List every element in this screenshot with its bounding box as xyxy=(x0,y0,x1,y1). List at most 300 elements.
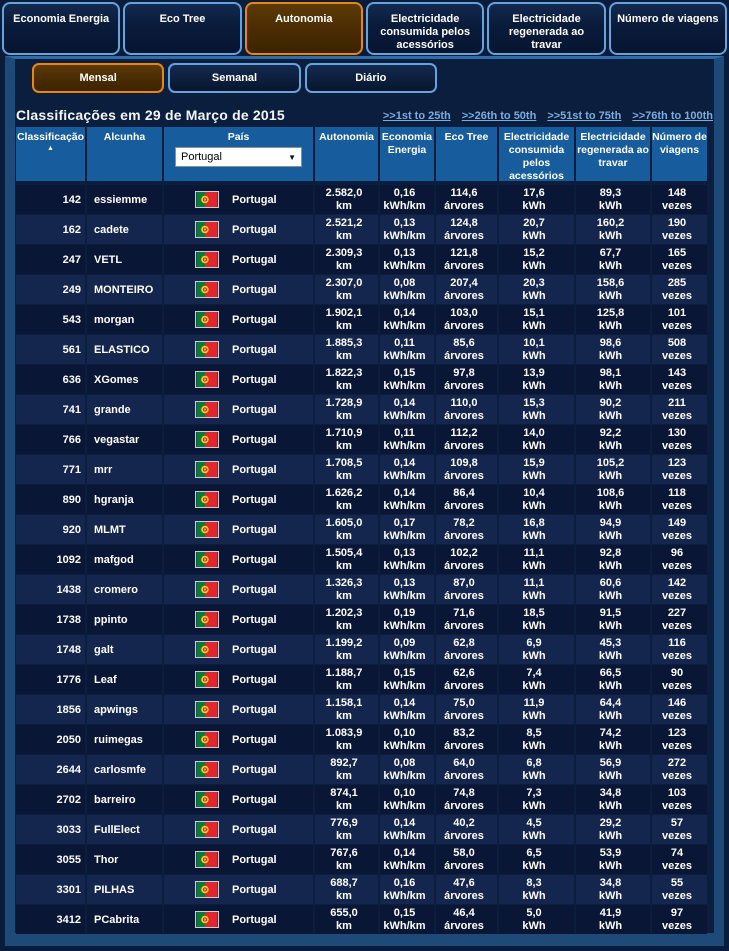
electricidade-consumida-value: 15,9 xyxy=(523,456,545,469)
country-cell xyxy=(162,245,313,274)
economia-energia-value: 0,14 xyxy=(393,846,416,859)
autonomia-cell xyxy=(313,305,378,334)
rank-value: 3301 xyxy=(56,883,81,896)
numero-viagens-value: 96 xyxy=(670,546,684,559)
eco-tree-cell xyxy=(434,785,497,814)
tab-eco-tree[interactable] xyxy=(123,2,241,55)
table-row xyxy=(16,425,707,454)
eco-tree-cell xyxy=(434,335,497,364)
period-tab-di-rio[interactable] xyxy=(305,63,437,93)
electricidade-consumida-cell xyxy=(497,185,574,214)
numero-viagens-cell xyxy=(650,185,707,214)
economia-energia-cell xyxy=(378,815,434,844)
country-label: Portugal xyxy=(232,553,277,566)
economia-energia-value: 0,16 xyxy=(393,876,416,889)
rank-cell xyxy=(16,665,85,694)
rank-value: 920 xyxy=(62,523,81,536)
country-cell xyxy=(162,875,313,904)
electricidade-regenerada-value: 158,6 xyxy=(596,276,625,289)
numero-viagens-unit: vezes xyxy=(662,919,692,932)
electricidade-consumida-cell xyxy=(497,245,574,274)
portugal-flag-icon xyxy=(195,371,219,388)
period-tab-label: Diário xyxy=(355,72,387,84)
numero-viagens-value: 149 xyxy=(667,516,687,529)
autonomia-unit: km xyxy=(336,229,352,242)
electricidade-regenerada-cell xyxy=(574,335,650,364)
numero-viagens-value: 190 xyxy=(667,216,687,229)
title-row xyxy=(16,100,713,123)
rank-cell xyxy=(16,215,85,244)
nickname: MLMT xyxy=(94,523,126,536)
rank-value: 741 xyxy=(62,403,81,416)
table-row xyxy=(16,275,707,304)
economia-energia-unit: kWh/km xyxy=(383,739,426,752)
eco-tree-value: 121,8 xyxy=(450,246,478,259)
eco-tree-value: 86,4 xyxy=(453,486,475,499)
autonomia-value: 1.902,1 xyxy=(325,306,363,319)
numero-viagens-value: 118 xyxy=(668,486,686,499)
autonomia-cell xyxy=(313,485,378,514)
economia-energia-cell xyxy=(378,395,434,424)
electricidade-regenerada-cell xyxy=(574,215,650,244)
nickname-cell xyxy=(85,695,162,724)
economia-energia-value: 0,15 xyxy=(393,906,416,919)
autonomia-cell xyxy=(313,755,378,784)
electricidade-consumida-unit: kWh xyxy=(522,919,546,932)
economia-energia-value: 0,16 xyxy=(393,186,416,199)
economia-energia-cell xyxy=(378,875,434,904)
nickname-cell xyxy=(85,725,162,754)
tab-label: Electricidade regenerada ao travar xyxy=(508,13,585,51)
sort-ascending-icon[interactable]: ▲ xyxy=(47,145,54,152)
eco-tree-unit: árvores xyxy=(444,469,484,482)
electricidade-consumida-unit: kWh xyxy=(522,379,546,392)
autonomia-value: 1.708,5 xyxy=(325,456,363,469)
rank-value: 2644 xyxy=(56,763,81,776)
table-row xyxy=(16,905,707,934)
eco-tree-unit: árvores xyxy=(444,649,484,662)
electricidade-regenerada-value: 41,9 xyxy=(599,906,622,919)
electricidade-consumida-unit: kWh xyxy=(522,529,546,542)
autonomia-unit: km xyxy=(336,829,352,842)
autonomia-value: 2.521,2 xyxy=(325,216,363,229)
country-label: Portugal xyxy=(232,403,277,416)
column-label: Eco Tree xyxy=(444,131,489,143)
autonomia-cell xyxy=(313,815,378,844)
electricidade-consumida-cell xyxy=(497,815,574,844)
electricidade-consumida-value: 8,5 xyxy=(526,726,542,739)
table-row xyxy=(16,545,707,574)
period-tab-label: Semanal xyxy=(211,72,258,84)
eco-tree-value: 85,6 xyxy=(453,336,475,349)
electricidade-regenerada-value: 94,9 xyxy=(599,516,622,529)
electricidade-consumida-cell xyxy=(497,785,574,814)
economia-energia-value: 0,08 xyxy=(393,756,416,769)
table-row xyxy=(16,215,707,244)
tab-electricidade-consumida-pelos-acess-rios[interactable] xyxy=(366,2,484,55)
eco-tree-value: 112,2 xyxy=(450,426,478,439)
electricidade-consumida-unit: kWh xyxy=(522,259,546,272)
autonomia-value: 1.158,1 xyxy=(325,696,363,709)
table-row xyxy=(16,575,707,604)
table-row xyxy=(16,875,707,904)
country-label: Portugal xyxy=(232,283,277,296)
autonomia-cell xyxy=(313,455,378,484)
country-cell xyxy=(162,485,313,514)
electricidade-consumida-cell xyxy=(497,845,574,874)
electricidade-regenerada-value: 160,2 xyxy=(596,216,625,229)
autonomia-value: 1.326,3 xyxy=(325,576,363,589)
autonomia-unit: km xyxy=(336,559,352,572)
portugal-flag-icon xyxy=(195,581,219,598)
electricidade-consumida-unit: kWh xyxy=(522,589,546,602)
electricidade-regenerada-unit: kWh xyxy=(598,319,623,332)
electricidade-consumida-cell xyxy=(497,665,574,694)
portugal-flag-icon xyxy=(195,641,219,658)
country-cell xyxy=(162,305,313,334)
electricidade-consumida-value: 20,7 xyxy=(523,216,545,229)
economia-energia-unit: kWh/km xyxy=(383,259,426,272)
numero-viagens-value: 116 xyxy=(668,636,686,649)
electricidade-consumida-value: 16,8 xyxy=(523,516,545,529)
table-row xyxy=(16,605,707,634)
autonomia-unit: km xyxy=(336,409,352,422)
eco-tree-unit: árvores xyxy=(444,859,484,872)
electricidade-consumida-value: 18,5 xyxy=(523,606,545,619)
eco-tree-unit: árvores xyxy=(444,919,484,932)
electricidade-consumida-value: 11,1 xyxy=(523,576,545,589)
economia-energia-cell xyxy=(378,365,434,394)
nickname-cell xyxy=(85,365,162,394)
electricidade-regenerada-unit: kWh xyxy=(598,769,623,782)
column-label: Electricidade regenerada ao travar xyxy=(577,131,649,169)
nickname-cell xyxy=(85,305,162,334)
country-cell xyxy=(162,755,313,784)
country-cell xyxy=(162,365,313,394)
economia-energia-cell xyxy=(378,515,434,544)
eco-tree-value: 62,6 xyxy=(453,666,475,679)
numero-viagens-value: 285 xyxy=(667,276,687,289)
eco-tree-unit: árvores xyxy=(444,679,484,692)
numero-viagens-cell xyxy=(650,815,707,844)
eco-tree-cell xyxy=(434,365,497,394)
eco-tree-value: 207,4 xyxy=(450,276,478,289)
electricidade-consumida-cell xyxy=(497,485,574,514)
electricidade-regenerada-value: 92,8 xyxy=(599,546,622,559)
electricidade-consumida-cell xyxy=(497,365,574,394)
pagination-link-1[interactable]: >>1st to 25th xyxy=(382,110,451,122)
country-cell xyxy=(162,185,313,214)
column-header-classificacao xyxy=(16,127,85,183)
numero-viagens-cell xyxy=(650,425,707,454)
numero-viagens-cell xyxy=(650,335,707,364)
nickname-cell xyxy=(85,275,162,304)
rank-value: 162 xyxy=(62,223,81,236)
economia-energia-value: 0,14 xyxy=(393,486,416,499)
electricidade-regenerada-cell xyxy=(574,185,650,214)
electricidade-regenerada-value: 29,2 xyxy=(599,816,622,829)
electricidade-consumida-cell xyxy=(497,695,574,724)
electricidade-consumida-value: 7,4 xyxy=(526,666,542,679)
country-label: Portugal xyxy=(232,643,277,656)
nickname: vegastar xyxy=(94,433,140,446)
electricidade-consumida-unit: kWh xyxy=(522,709,546,722)
country-cell xyxy=(162,905,313,934)
period-tabs xyxy=(32,63,437,93)
eco-tree-value: 71,6 xyxy=(453,606,475,619)
eco-tree-cell xyxy=(434,665,497,694)
rank-cell xyxy=(16,245,85,274)
numero-viagens-cell xyxy=(650,755,707,784)
economia-energia-cell xyxy=(378,695,434,724)
economia-energia-unit: kWh/km xyxy=(383,349,426,362)
tab-label: Eco Tree xyxy=(159,13,206,25)
eco-tree-cell xyxy=(434,845,497,874)
period-tab-label: Mensal xyxy=(79,72,117,84)
electricidade-regenerada-unit: kWh xyxy=(598,349,623,362)
numero-viagens-value: 55 xyxy=(670,876,684,889)
eco-tree-unit: árvores xyxy=(444,589,484,602)
numero-viagens-value: 123 xyxy=(667,456,687,469)
electricidade-regenerada-unit: kWh xyxy=(598,919,623,932)
economia-energia-cell xyxy=(378,335,434,364)
autonomia-cell xyxy=(313,215,378,244)
autonomia-value: 1.505,4 xyxy=(325,546,363,559)
electricidade-regenerada-cell xyxy=(574,755,650,784)
electricidade-regenerada-value: 64,4 xyxy=(599,696,622,709)
economia-energia-cell xyxy=(378,665,434,694)
numero-viagens-unit: vezes xyxy=(662,769,692,782)
numero-viagens-cell xyxy=(650,845,707,874)
economia-energia-unit: kWh/km xyxy=(383,409,426,422)
numero-viagens-value: 143 xyxy=(667,366,687,379)
autonomia-unit: km xyxy=(336,919,352,932)
electricidade-regenerada-cell xyxy=(574,845,650,874)
country-cell xyxy=(162,635,313,664)
economia-energia-cell xyxy=(378,575,434,604)
eco-tree-cell xyxy=(434,575,497,604)
rank-value: 1738 xyxy=(56,613,81,626)
nickname-cell xyxy=(85,665,162,694)
country-cell xyxy=(162,605,313,634)
electricidade-consumida-value: 20,3 xyxy=(523,276,545,289)
nickname: apwings xyxy=(94,703,139,716)
electricidade-consumida-value: 6,8 xyxy=(526,756,542,769)
nickname: VETL xyxy=(94,253,123,266)
economia-energia-value: 0,17 xyxy=(393,516,416,529)
autonomia-unit: km xyxy=(336,859,352,872)
tab-economia-energia[interactable] xyxy=(2,2,120,55)
rank-cell xyxy=(16,545,85,574)
electricidade-consumida-value: 6,5 xyxy=(526,846,542,859)
eco-tree-value: 109,8 xyxy=(450,456,478,469)
column-header-electricidade-regenerada xyxy=(574,127,650,183)
autonomia-cell xyxy=(313,785,378,814)
autonomia-unit: km xyxy=(336,439,352,452)
content-panel xyxy=(5,56,724,946)
tab-n-mero-de-viagens[interactable] xyxy=(609,2,727,55)
autonomia-value: 655,0 xyxy=(330,906,358,919)
eco-tree-value: 64,0 xyxy=(453,756,475,769)
numero-viagens-cell xyxy=(650,365,707,394)
pagination-link-4[interactable]: >>76th to 100th xyxy=(632,110,713,122)
tab-electricidade-regenerada-ao-travar[interactable] xyxy=(487,2,605,55)
electricidade-consumida-unit: kWh xyxy=(522,199,546,212)
autonomia-cell xyxy=(313,695,378,724)
electricidade-consumida-value: 17,6 xyxy=(523,186,545,199)
numero-viagens-unit: vezes xyxy=(662,559,692,572)
table-row xyxy=(16,395,707,424)
period-tab-semanal[interactable] xyxy=(168,63,300,93)
autonomia-cell xyxy=(313,875,378,904)
nickname: XGomes xyxy=(94,373,139,386)
autonomia-value: 776,9 xyxy=(330,816,358,829)
electricidade-consumida-cell xyxy=(497,395,574,424)
tab-autonomia[interactable] xyxy=(245,2,363,55)
economia-energia-value: 0,14 xyxy=(393,306,416,319)
eco-tree-cell xyxy=(434,245,497,274)
electricidade-regenerada-value: 67,7 xyxy=(599,246,622,259)
electricidade-regenerada-unit: kWh xyxy=(598,559,623,572)
electricidade-regenerada-cell xyxy=(574,515,650,544)
autonomia-cell xyxy=(313,185,378,214)
autonomia-unit: km xyxy=(336,619,352,632)
eco-tree-unit: árvores xyxy=(444,829,484,842)
numero-viagens-value: 272 xyxy=(667,756,687,769)
electricidade-regenerada-value: 34,8 xyxy=(599,786,622,799)
economia-energia-unit: kWh/km xyxy=(383,679,426,692)
portugal-flag-icon xyxy=(195,701,219,718)
column-header-electricidade-consumida xyxy=(497,127,574,183)
nickname-cell xyxy=(85,395,162,424)
period-tab-mensal[interactable] xyxy=(32,63,164,93)
numero-viagens-value: 74 xyxy=(670,846,684,859)
numero-viagens-cell xyxy=(650,305,707,334)
electricidade-consumida-unit: kWh xyxy=(522,769,546,782)
column-label: Autonomia xyxy=(319,131,374,143)
numero-viagens-unit: vezes xyxy=(662,859,692,872)
eco-tree-unit: árvores xyxy=(444,439,484,452)
electricidade-consumida-value: 11,9 xyxy=(523,696,545,709)
nickname: carlosmfe xyxy=(94,763,146,776)
rank-cell xyxy=(16,785,85,814)
country-label: Portugal xyxy=(232,463,277,476)
country-select[interactable] xyxy=(175,147,302,167)
economia-energia-unit: kWh/km xyxy=(383,709,426,722)
autonomia-cell xyxy=(313,245,378,274)
country-cell xyxy=(162,845,313,874)
electricidade-consumida-cell xyxy=(497,215,574,244)
electricidade-regenerada-cell xyxy=(574,365,650,394)
autonomia-unit: km xyxy=(336,289,352,302)
numero-viagens-value: 97 xyxy=(670,906,684,919)
portugal-flag-icon xyxy=(195,401,219,418)
nickname-cell xyxy=(85,485,162,514)
autonomia-value: 2.307,0 xyxy=(325,276,363,289)
table-row xyxy=(16,725,707,754)
nickname-cell xyxy=(85,455,162,484)
autonomia-cell xyxy=(313,575,378,604)
eco-tree-unit: árvores xyxy=(444,559,484,572)
numero-viagens-unit: vezes xyxy=(662,529,692,542)
economia-energia-unit: kWh/km xyxy=(383,919,426,932)
portugal-flag-icon xyxy=(195,731,219,748)
country-cell xyxy=(162,545,313,574)
electricidade-regenerada-unit: kWh xyxy=(598,619,623,632)
pagination-link-3[interactable]: >>51st to 75th xyxy=(547,110,622,122)
economia-energia-value: 0,15 xyxy=(393,366,416,379)
electricidade-consumida-cell xyxy=(497,575,574,604)
autonomia-value: 1.626,2 xyxy=(325,486,363,499)
electricidade-regenerada-cell xyxy=(574,665,650,694)
numero-viagens-unit: vezes xyxy=(662,289,692,302)
eco-tree-unit: árvores xyxy=(444,229,484,242)
country-cell xyxy=(162,725,313,754)
eco-tree-unit: árvores xyxy=(444,619,484,632)
electricidade-regenerada-value: 108,6 xyxy=(596,486,625,499)
autonomia-cell xyxy=(313,605,378,634)
portugal-flag-icon xyxy=(195,521,219,538)
table-row xyxy=(16,635,707,664)
economia-energia-value: 0,14 xyxy=(393,456,416,469)
nickname: galt xyxy=(94,643,114,656)
rankings-table xyxy=(16,127,707,934)
electricidade-consumida-value: 13,9 xyxy=(523,366,545,379)
electricidade-regenerada-value: 92,2 xyxy=(599,426,622,439)
eco-tree-cell xyxy=(434,485,497,514)
table-row xyxy=(16,785,707,814)
electricidade-consumida-cell xyxy=(497,905,574,934)
eco-tree-value: 58,0 xyxy=(453,846,475,859)
autonomia-unit: km xyxy=(336,889,352,902)
numero-viagens-value: 508 xyxy=(667,336,687,349)
electricidade-regenerada-unit: kWh xyxy=(598,589,623,602)
nickname-cell xyxy=(85,245,162,274)
eco-tree-cell xyxy=(434,605,497,634)
portugal-flag-icon xyxy=(195,311,219,328)
electricidade-consumida-value: 5,0 xyxy=(526,906,542,919)
pagination-link-2[interactable]: >>26th to 50th xyxy=(461,110,537,122)
economia-energia-cell xyxy=(378,785,434,814)
portugal-flag-icon xyxy=(195,551,219,568)
economia-energia-unit: kWh/km xyxy=(383,319,426,332)
numero-viagens-unit: vezes xyxy=(662,259,692,272)
autonomia-value: 1.885,3 xyxy=(325,336,363,349)
numero-viagens-unit: vezes xyxy=(662,739,692,752)
eco-tree-cell xyxy=(434,695,497,724)
column-header-eco-tree xyxy=(434,127,497,183)
eco-tree-cell xyxy=(434,725,497,754)
electricidade-consumida-value: 6,9 xyxy=(526,636,542,649)
country-cell xyxy=(162,395,313,424)
country-label: Portugal xyxy=(232,223,277,236)
economia-energia-value: 0,13 xyxy=(393,576,416,589)
eco-tree-unit: árvores xyxy=(444,199,484,212)
electricidade-consumida-value: 8,3 xyxy=(526,876,542,889)
eco-tree-value: 46,4 xyxy=(453,906,475,919)
country-cell xyxy=(162,515,313,544)
eco-tree-cell xyxy=(434,515,497,544)
nickname: ruimegas xyxy=(94,733,143,746)
nickname-cell xyxy=(85,575,162,604)
portugal-flag-icon xyxy=(195,491,219,508)
column-header-economia-energia xyxy=(378,127,434,183)
eco-tree-value: 110,0 xyxy=(450,396,478,409)
numero-viagens-value: 57 xyxy=(670,816,684,829)
electricidade-regenerada-unit: kWh xyxy=(598,289,623,302)
economia-energia-unit: kWh/km xyxy=(383,469,426,482)
table-row xyxy=(16,755,707,784)
